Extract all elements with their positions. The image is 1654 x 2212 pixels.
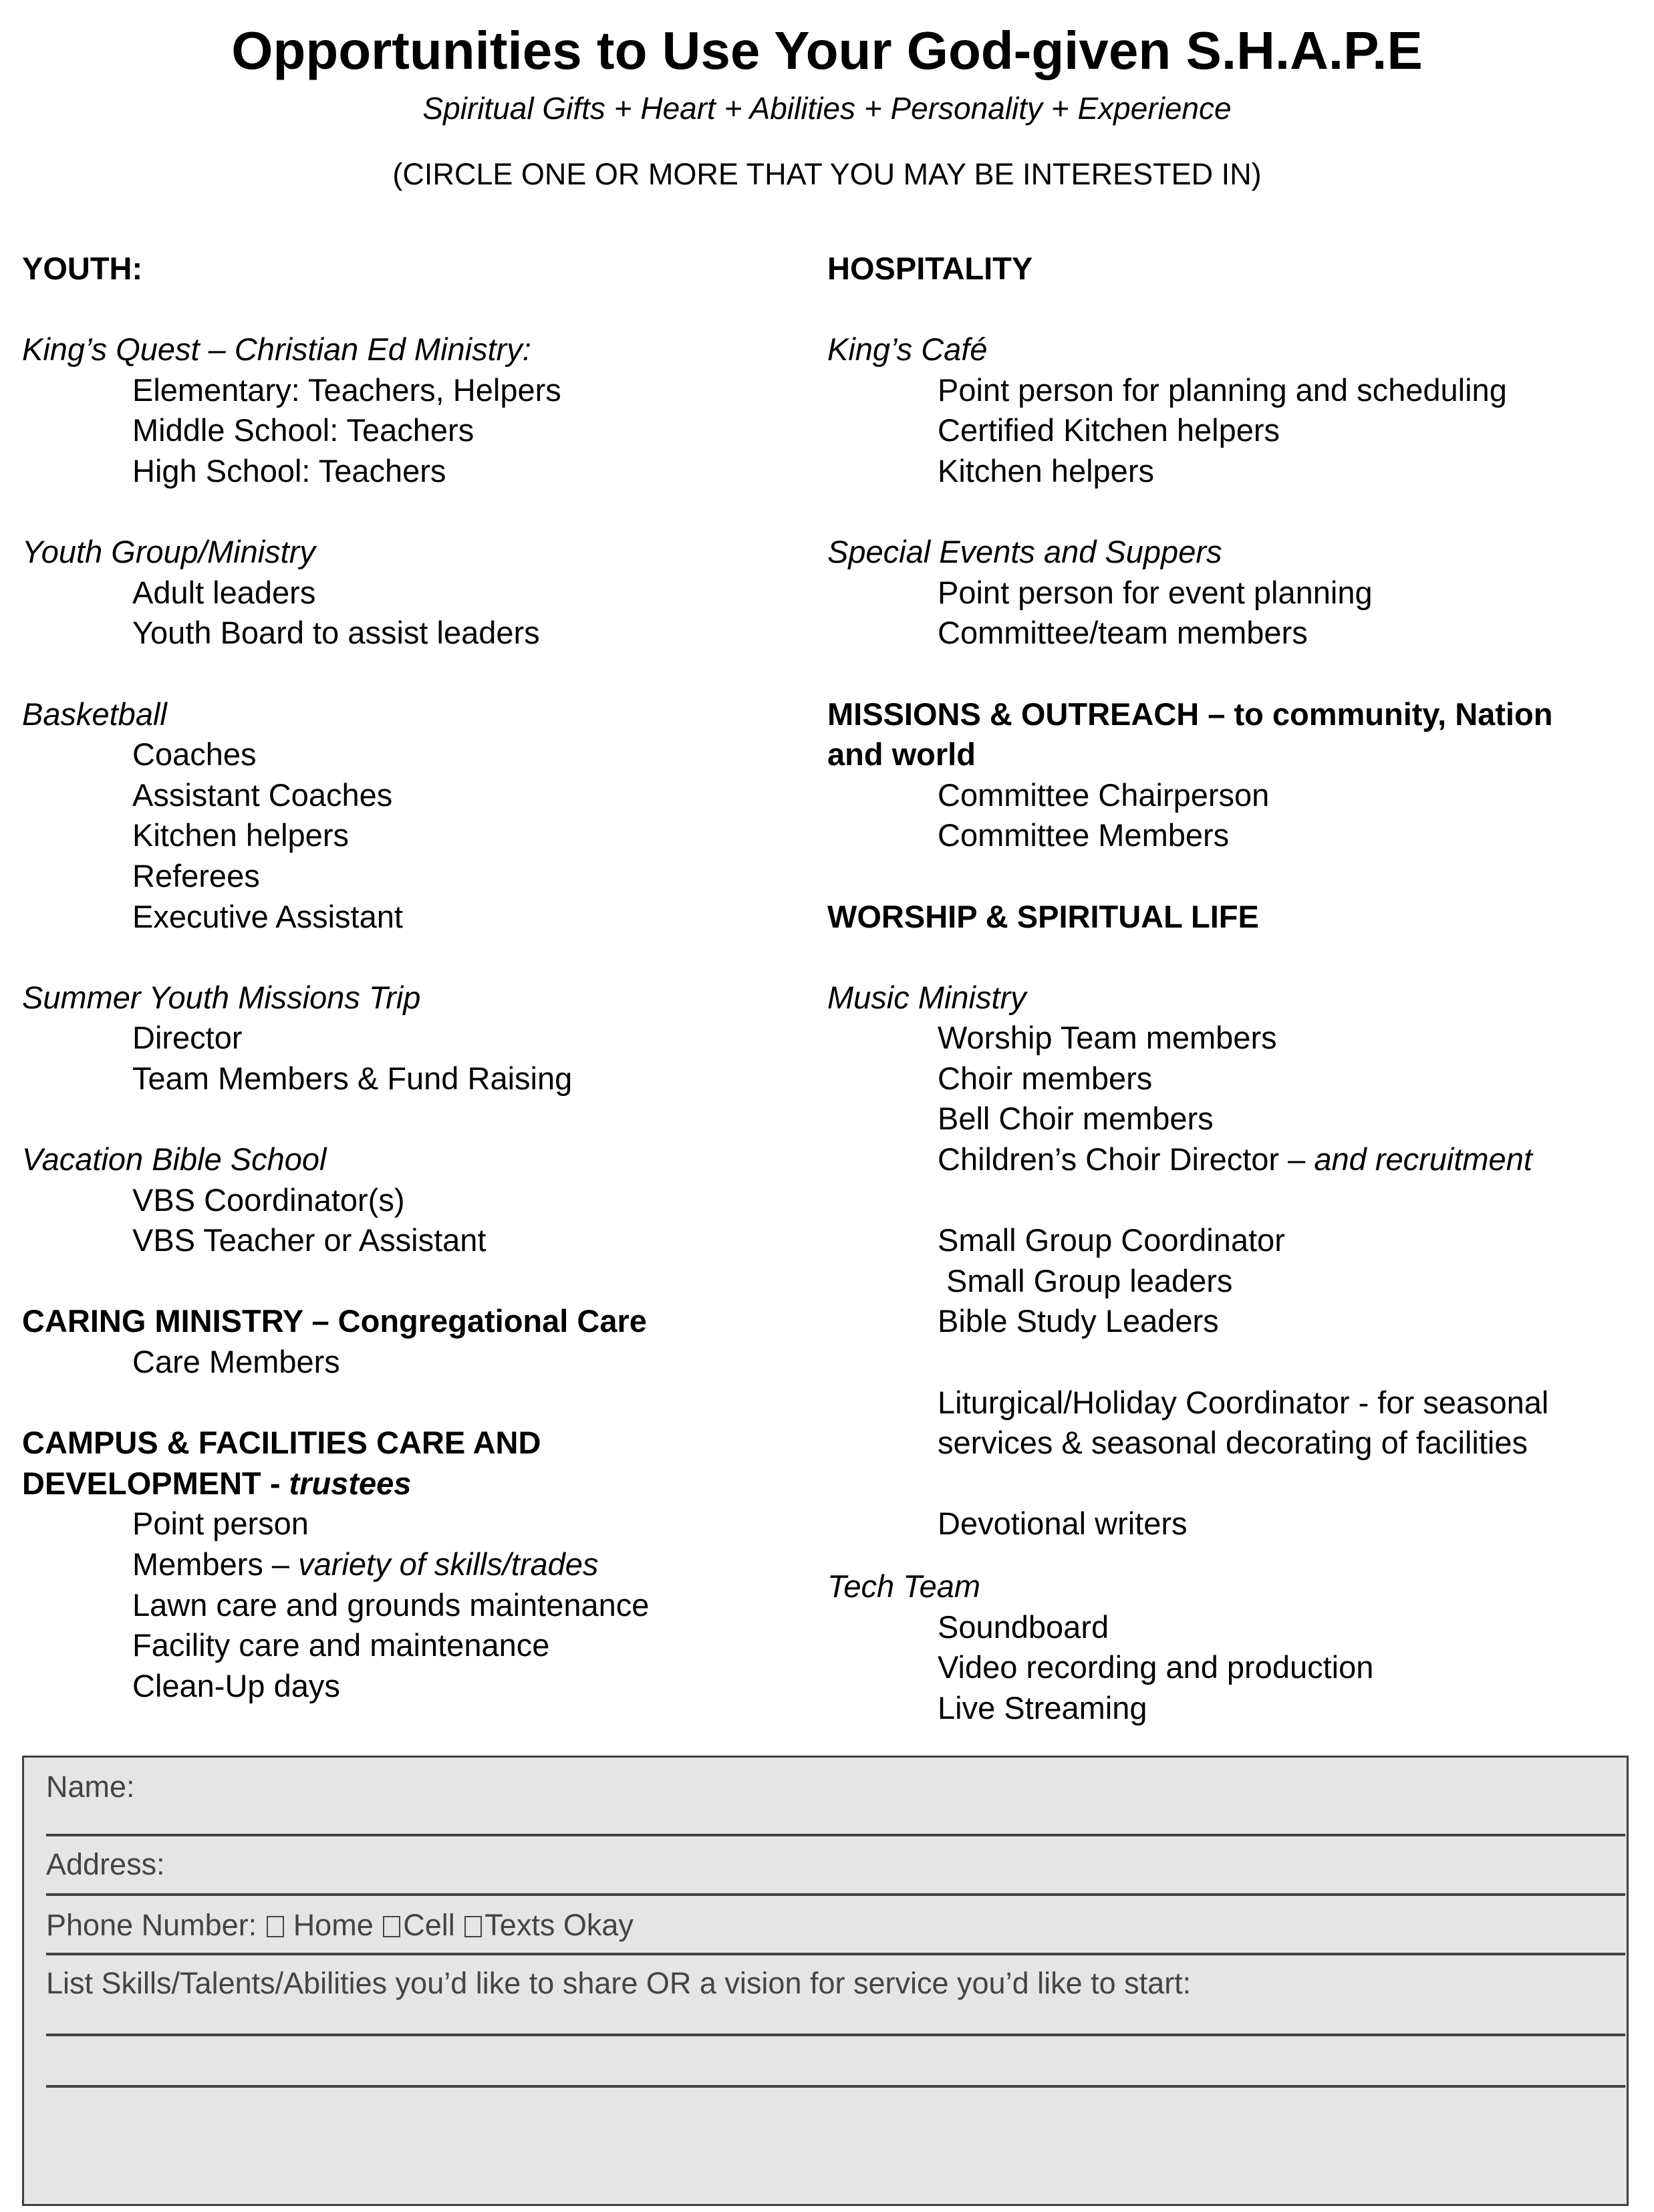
list-item[interactable]: Elementary: Teachers, Helpers (132, 372, 561, 408)
list-item[interactable]: Adult leaders (132, 574, 316, 610)
list-item[interactable]: Executive Assistant (132, 898, 403, 934)
contact-form (22, 1756, 1629, 2206)
skills-label: List Skills/Talents/Abilities you’d like to share OR a vision for service you’d like to start: (46, 1966, 1192, 2000)
page-subtitle: Spiritual Gifts + Heart + Abilities + Personality + Experience (422, 91, 1232, 126)
list-item[interactable]: Director (132, 1020, 243, 1056)
list-item[interactable]: High School: Teachers (132, 452, 446, 489)
item-note: and recruitment (1314, 1141, 1532, 1178)
section-heading-missions: MISSIONS & OUTREACH – to community, Nation (827, 696, 1553, 732)
list-item[interactable]: Liturgical/Holiday Coordinator - for seasonal (938, 1384, 1549, 1420)
list-item[interactable]: Assistant Coaches (132, 777, 393, 813)
phone-label: Phone Number: (46, 1908, 265, 1942)
list-item[interactable]: Small Group Coordinator (938, 1222, 1285, 1258)
list-item[interactable]: Committee Members (938, 817, 1230, 853)
instruction-text: (CIRCLE ONE OR MORE THAT YOU MAY BE INTERESTED IN) (392, 157, 1262, 191)
list-item[interactable]: Small Group leaders (946, 1262, 1233, 1298)
section-heading-hospitality: HOSPITALITY (827, 251, 1033, 286)
list-item[interactable]: Coaches (132, 736, 257, 773)
list-item[interactable]: Kitchen helpers (132, 817, 349, 853)
list-item-continued[interactable]: services & seasonal decorating of facilities (938, 1425, 1528, 1461)
address-label: Address: (46, 1847, 165, 1881)
heading-text: DEVELOPMENT - (22, 1465, 289, 1501)
list-item[interactable]: Clean-Up days (132, 1667, 340, 1703)
list-item[interactable]: Middle School: Teachers (132, 412, 474, 448)
address-field[interactable] (46, 1893, 1625, 1896)
list-item[interactable]: VBS Teacher or Assistant (132, 1222, 487, 1258)
section-heading-campus: CAMPUS & FACILITIES CARE AND (22, 1425, 541, 1461)
list-item[interactable]: Bible Study Leaders (938, 1303, 1219, 1339)
cell-checkbox[interactable] (383, 1916, 400, 1937)
list-item[interactable]: Point person for event planning (938, 574, 1373, 610)
subsection-special-events: Special Events and Suppers (827, 534, 1222, 570)
subsection-youth-group: Youth Group/Ministry (22, 534, 315, 570)
list-item[interactable]: Choir members (938, 1060, 1153, 1096)
section-heading-youth: YOUTH: (22, 251, 143, 286)
phone-field[interactable] (46, 1953, 1625, 1955)
left-column (22, 249, 797, 1706)
heading-italic: trustees (289, 1465, 412, 1501)
subsection-basketball: Basketball (22, 696, 167, 732)
item-text: Children’s Choir Director – (938, 1141, 1315, 1178)
list-item[interactable]: Facility care and maintenance (132, 1627, 550, 1663)
list-item[interactable]: Care Members (132, 1344, 340, 1380)
list-item[interactable]: Soundboard (938, 1609, 1109, 1645)
item-text: Members – (132, 1546, 299, 1582)
list-item[interactable]: Referees (132, 857, 260, 893)
home-option-label: Home (293, 1908, 374, 1942)
texts-okay-checkbox[interactable] (464, 1916, 482, 1937)
subsection-missions-trip: Summer Youth Missions Trip (22, 979, 421, 1015)
list-item[interactable]: Kitchen helpers (938, 452, 1154, 489)
name-label: Name: (46, 1770, 135, 1804)
phone-row (46, 1907, 634, 1944)
subsection-kings-cafe: King’s Café (827, 331, 988, 368)
skills-field-line-2[interactable] (46, 2085, 1625, 2088)
list-item[interactable]: Youth Board to assist leaders (132, 615, 540, 651)
list-item[interactable]: Point person for planning and scheduling (938, 372, 1507, 408)
subsection-music: Music Ministry (827, 979, 1026, 1015)
list-item[interactable] (22, 1544, 797, 1585)
name-field[interactable] (46, 1834, 1625, 1836)
list-item[interactable]: Committee Chairperson (938, 777, 1270, 813)
item-note: variety of skills/trades (298, 1546, 599, 1582)
list-item[interactable] (827, 1139, 1629, 1180)
section-heading-worship: WORSHIP & SPIRITUAL LIFE (827, 898, 1259, 934)
list-item[interactable]: Committee/team members (938, 615, 1308, 651)
list-item[interactable]: Live Streaming (938, 1689, 1147, 1725)
skills-field-line-1[interactable] (46, 2034, 1625, 2036)
list-item[interactable]: VBS Coordinator(s) (132, 1182, 405, 1218)
subsection-kings-quest: King’s Quest – Christian Ed Ministry: (22, 331, 531, 368)
right-column (827, 249, 1629, 1728)
list-item[interactable]: Worship Team members (938, 1020, 1277, 1056)
list-item[interactable]: Devotional writers (938, 1506, 1188, 1542)
list-item[interactable]: Point person (132, 1506, 309, 1542)
section-heading-caring: CARING MINISTRY – Congregational Care (22, 1303, 647, 1339)
list-item[interactable]: Video recording and production (938, 1649, 1374, 1685)
cell-option-label: Cell (403, 1908, 455, 1942)
texts-okay-option-label: Texts Okay (485, 1908, 634, 1942)
home-checkbox[interactable] (267, 1916, 284, 1937)
section-heading-campus-line2 (22, 1464, 797, 1504)
list-item[interactable]: Certified Kitchen helpers (938, 412, 1280, 448)
list-item[interactable]: Bell Choir members (938, 1101, 1214, 1137)
section-heading-missions-line2: and world (827, 736, 976, 773)
page-title: Opportunities to Use Your God-given S.H.A.P.E (231, 21, 1423, 80)
subsection-tech-team: Tech Team (827, 1568, 981, 1604)
subsection-vbs: Vacation Bible School (22, 1141, 327, 1178)
list-item[interactable]: Lawn care and grounds maintenance (132, 1586, 650, 1623)
list-item[interactable]: Team Members & Fund Raising (132, 1060, 573, 1096)
